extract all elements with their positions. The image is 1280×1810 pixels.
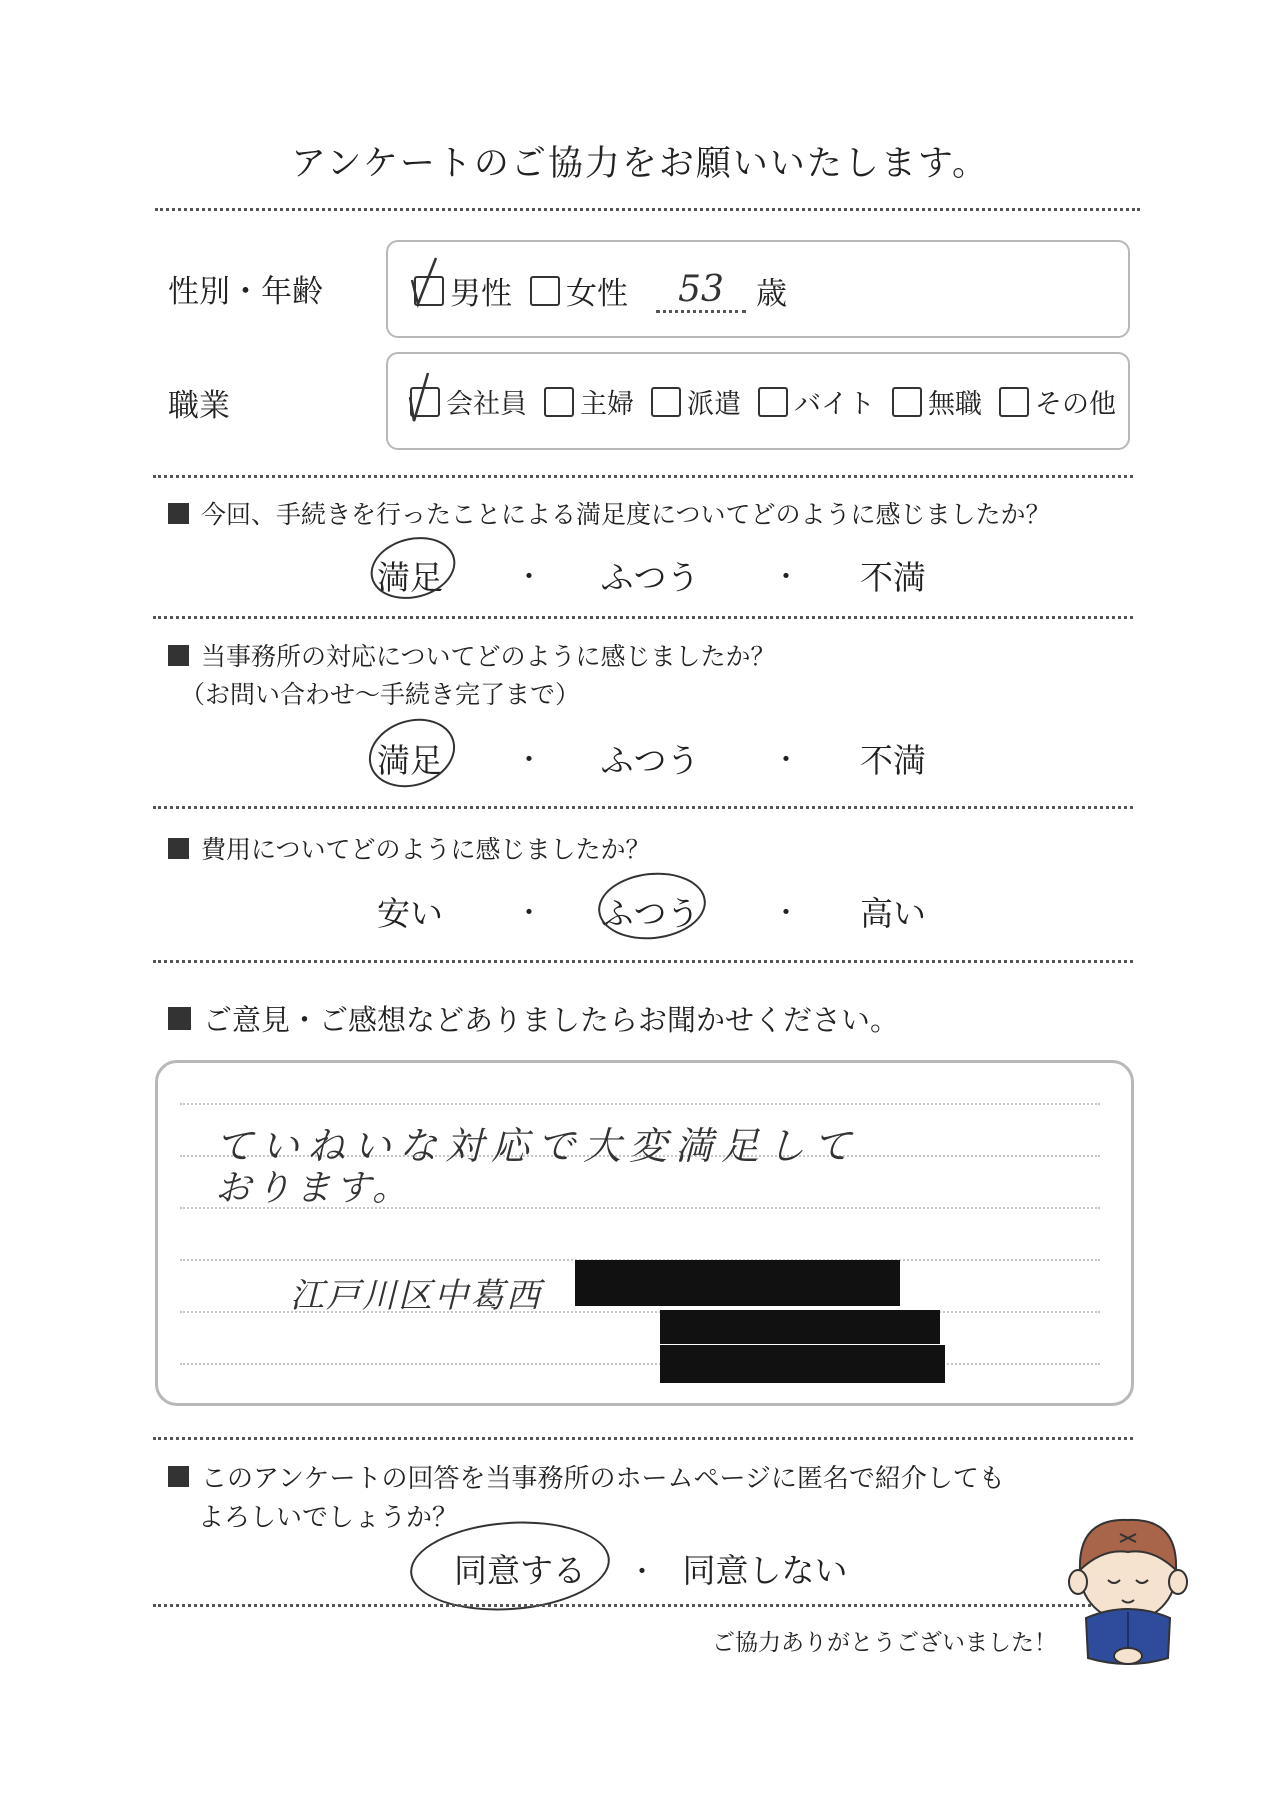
question-2 xyxy=(168,637,776,673)
divider xyxy=(153,806,1133,809)
question-4-text: ご意見・ご感想などありましたらお聞かせください。 xyxy=(203,1003,900,1037)
separator: ・ xyxy=(515,560,544,593)
separator: ・ xyxy=(515,743,544,776)
q5-choice-agree[interactable]: 同意する xyxy=(454,1551,586,1590)
q3-choice-normal[interactable]: ふつう xyxy=(600,894,700,933)
separator: ・ xyxy=(772,743,801,776)
q3-choice-expensive[interactable]: 高い xyxy=(860,894,926,933)
occupation-label-parttime: バイト xyxy=(794,389,875,420)
divider xyxy=(153,616,1133,619)
q5-choice-disagree[interactable]: 同意しない xyxy=(682,1551,848,1590)
square-bullet-icon xyxy=(168,1007,191,1030)
square-bullet-icon xyxy=(168,503,189,524)
checkbox-dispatch[interactable] xyxy=(651,387,681,417)
redaction-bar xyxy=(660,1310,940,1344)
age-unit: 歳 xyxy=(756,276,787,312)
occupation-box xyxy=(386,352,1130,450)
question-1 xyxy=(168,495,1051,531)
checkbox-housewife[interactable] xyxy=(544,387,574,417)
q1-choice-dissatisfied[interactable]: 不満 xyxy=(860,558,926,597)
gender-age-label: 性別・年齢 xyxy=(168,274,323,310)
question-2-sub: （お問い合わせ～手続き完了まで） xyxy=(180,680,581,709)
square-bullet-icon xyxy=(168,1466,189,1487)
occupation-label-housewife: 主婦 xyxy=(580,389,634,420)
q2-choice-normal[interactable]: ふつう xyxy=(600,741,700,780)
divider xyxy=(153,1604,1133,1607)
checkbox-employee[interactable] xyxy=(410,387,440,417)
checkbox-parttime[interactable] xyxy=(758,387,788,417)
checkbox-male[interactable] xyxy=(414,276,444,306)
divider xyxy=(153,475,1133,478)
gender-male-label: 男性 xyxy=(450,276,512,312)
question-3 xyxy=(168,830,651,866)
comment-line-1: ていねいな対応で大変満足して xyxy=(215,1124,860,1168)
q2-choice-dissatisfied[interactable]: 不満 xyxy=(860,741,926,780)
gender-option-female[interactable] xyxy=(530,268,628,313)
comment-line-2: おります。 xyxy=(215,1168,413,1209)
question-2-text: 当事務所の対応についてどのように感じましたか？ xyxy=(201,642,776,671)
occupation-option-unemployed[interactable] xyxy=(892,382,982,421)
checkbox-other[interactable] xyxy=(999,387,1029,417)
occupation-label-unemployed: 無職 xyxy=(928,389,982,420)
gender-option-male[interactable] xyxy=(414,268,512,313)
question-5-text-line-2: よろしいでしょうか？ xyxy=(198,1503,459,1533)
divider xyxy=(153,1437,1133,1440)
question-5 xyxy=(168,1458,1005,1495)
separator: ・ xyxy=(772,560,801,593)
selection-circle xyxy=(360,708,464,798)
separator: ・ xyxy=(772,896,801,929)
redaction-bar xyxy=(575,1260,900,1306)
occupation-label-employee: 会社員 xyxy=(446,389,527,420)
square-bullet-icon xyxy=(168,838,189,859)
occupation-option-housewife[interactable] xyxy=(544,382,634,421)
occupation-option-employee[interactable] xyxy=(410,382,527,421)
occupation-option-dispatch[interactable] xyxy=(651,382,741,421)
question-3-text: 費用についてどのように感じましたか？ xyxy=(201,835,651,864)
comment-box[interactable] xyxy=(155,1060,1134,1406)
comment-address: 江戸川区中葛西 xyxy=(290,1276,542,1316)
q3-choice-cheap[interactable]: 安い xyxy=(377,894,443,933)
bowing-character-icon xyxy=(1058,1508,1198,1670)
gender-female-label: 女性 xyxy=(566,276,628,312)
occupation-label: 職業 xyxy=(168,388,230,424)
check-mark-icon xyxy=(406,371,446,423)
q2-choice-satisfied[interactable]: 満足 xyxy=(377,741,443,780)
ruled-line xyxy=(180,1103,1100,1105)
check-mark-icon xyxy=(406,256,450,308)
gender-age-box xyxy=(386,240,1130,338)
occupation-option-parttime[interactable] xyxy=(758,382,875,421)
survey-title: アンケートのご協力をお願いいたします。 xyxy=(290,144,990,184)
divider xyxy=(155,208,1140,211)
separator: ・ xyxy=(628,1555,657,1588)
question-1-text: 今回、手続きを行ったことによる満足度についてどのように感じましたか？ xyxy=(201,500,1051,529)
age-value[interactable]: 53 xyxy=(656,269,746,313)
question-5-text: このアンケートの回答を当事務所のホームページに匿名で紹介しても xyxy=(201,1464,1005,1494)
square-bullet-icon xyxy=(168,645,189,666)
question-4 xyxy=(168,998,899,1039)
q1-choice-normal[interactable]: ふつう xyxy=(600,558,700,597)
ruled-line xyxy=(180,1363,1100,1365)
checkbox-female[interactable] xyxy=(530,276,560,306)
redaction-bar xyxy=(660,1345,945,1383)
separator: ・ xyxy=(515,896,544,929)
occupation-label-other: その他 xyxy=(1035,389,1116,420)
occupation-option-other[interactable] xyxy=(999,382,1116,421)
divider xyxy=(153,960,1133,963)
thanks-message: ご協力ありがとうございました！ xyxy=(712,1630,1057,1656)
q1-choice-satisfied[interactable]: 満足 xyxy=(377,558,443,597)
occupation-label-dispatch: 派遣 xyxy=(687,389,741,420)
checkbox-unemployed[interactable] xyxy=(892,387,922,417)
